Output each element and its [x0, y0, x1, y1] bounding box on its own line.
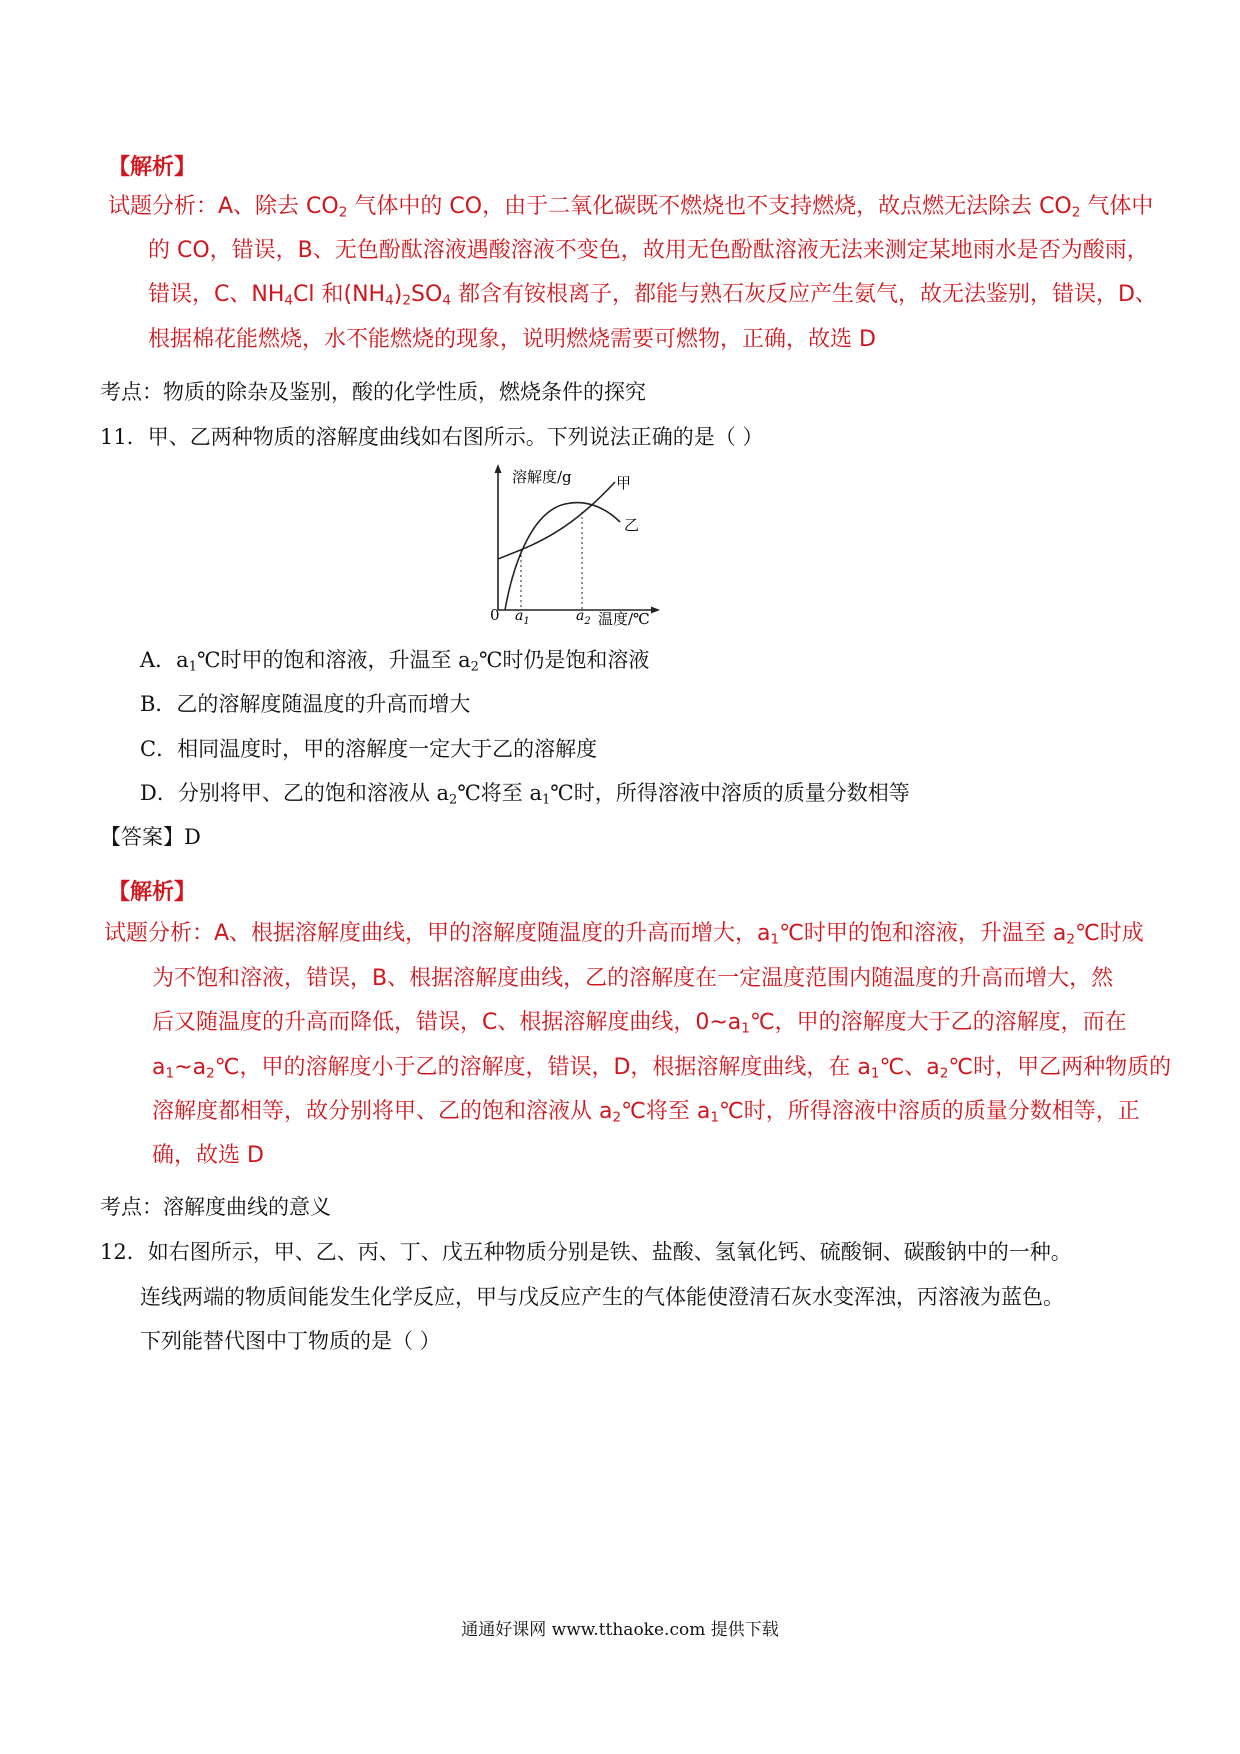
question-12-line: 下列能替代图中丁物质的是（ ）: [140, 1329, 441, 1353]
x-axis-arrow: [651, 607, 660, 614]
x-axis-label: 温度/℃: [598, 610, 650, 628]
y-axis-label: 溶解度/g: [512, 468, 572, 486]
analysis-line: 错误，C、$NH_4Cl$ 和$(NH_4)_2SO_4$ 都含有铵根离子，都能与熟石灰反应产生氨气，故无法鉴别，错误，D、: [148, 282, 1157, 309]
page-footer: 通通好课网 www.tthaoke.com 提供下载: [461, 1620, 779, 1640]
analysis-header-2: 【解析】: [108, 880, 197, 905]
option-b: B．乙的溶解度随温度的升高而增大: [140, 692, 471, 716]
analysis-line: 溶解度都相等，故分别将甲、乙的饱和溶液从 $a_2℃$将至 $a_1℃$时，所得溶液中溶质的质量分数相等，正: [152, 1099, 1140, 1126]
origin-label: 0: [490, 606, 500, 624]
analysis-header-1: 【解析】: [108, 155, 197, 180]
curve-yi: [505, 503, 620, 610]
y-axis-arrow: [495, 464, 502, 473]
kaodian-2: 考点：溶解度曲线的意义: [100, 1195, 331, 1219]
analysis-line: 确，故选 D: [152, 1143, 264, 1168]
solubility-curve-figure: [470, 462, 670, 634]
option-c: C．相同温度时，甲的溶解度一定大于乙的溶解度: [140, 737, 598, 761]
question-12-line: 12．如右图所示，甲、乙、丙、丁、戊五种物质分别是铁、盐酸、氢氧化钙、硫酸铜、碳酸钠中的一种。: [100, 1240, 1072, 1264]
curve-jia-label: 甲: [616, 474, 632, 492]
question-11-stem: 11．甲、乙两种物质的溶解度曲线如右图所示。下列说法正确的是（ ）: [100, 425, 764, 449]
analysis-line: 为不饱和溶液，错误，B、根据溶解度曲线，乙的溶解度在一定温度范围内随温度的升高而增大，然: [152, 966, 1114, 991]
option-a: A．$a_1℃$时甲的饱和溶液，升温至 $a_2℃$时仍是饱和溶液: [140, 648, 650, 675]
tick-a1: $a_1$: [515, 608, 530, 627]
answer-11: 【答案】D: [100, 825, 201, 849]
analysis-line: 试题分析：A、根据溶解度曲线，甲的溶解度随温度的升高而增大，$a_1℃$时甲的饱和溶液，升温至 $a_2℃$时成: [104, 921, 1144, 948]
analysis-line: 根据棉花能燃烧，水不能燃烧的现象，说明燃烧需要可燃物，正确，故选 D: [148, 327, 876, 352]
option-d: D．分别将甲、乙的饱和溶液从 $a_2℃$将至 $a_1℃$时，所得溶液中溶质的质量分数相等: [140, 781, 910, 808]
analysis-line: 的 CO，错误，B、无色酚酞溶液遇酸溶液不变色，故用无色酚酞溶液无法来测定某地雨水是否为酸雨，: [148, 238, 1149, 263]
analysis-line: $a_1\sim a_2℃$，甲的溶解度小于乙的溶解度，错误，D，根据溶解度曲线，在 $a_1℃$、$a_2℃$时，甲乙两种物质的: [152, 1055, 1172, 1082]
curve-jia: [498, 482, 615, 559]
curve-yi-label: 乙: [624, 516, 640, 534]
kaodian-1: 考点：物质的除杂及鉴别，酸的化学性质，燃烧条件的探究: [100, 380, 646, 404]
analysis-line: 后又随温度的升高而降低，错误，C、根据溶解度曲线，$0\sim a_1℃$，甲的溶解度大于乙的溶解度，而在: [152, 1010, 1127, 1037]
analysis-line: 试题分析：A、除去 $CO_2$ 气体中的 CO，由于二氧化碳既不燃烧也不支持燃烧，故点燃无法除去 $CO_2$ 气体中: [108, 194, 1154, 221]
tick-a2: $a_2$: [576, 608, 591, 627]
question-12-line: 连线两端的物质间能发生化学反应，甲与戊反应产生的气体能使澄清石灰水变浑浊，丙溶液为蓝色。: [140, 1285, 1064, 1309]
